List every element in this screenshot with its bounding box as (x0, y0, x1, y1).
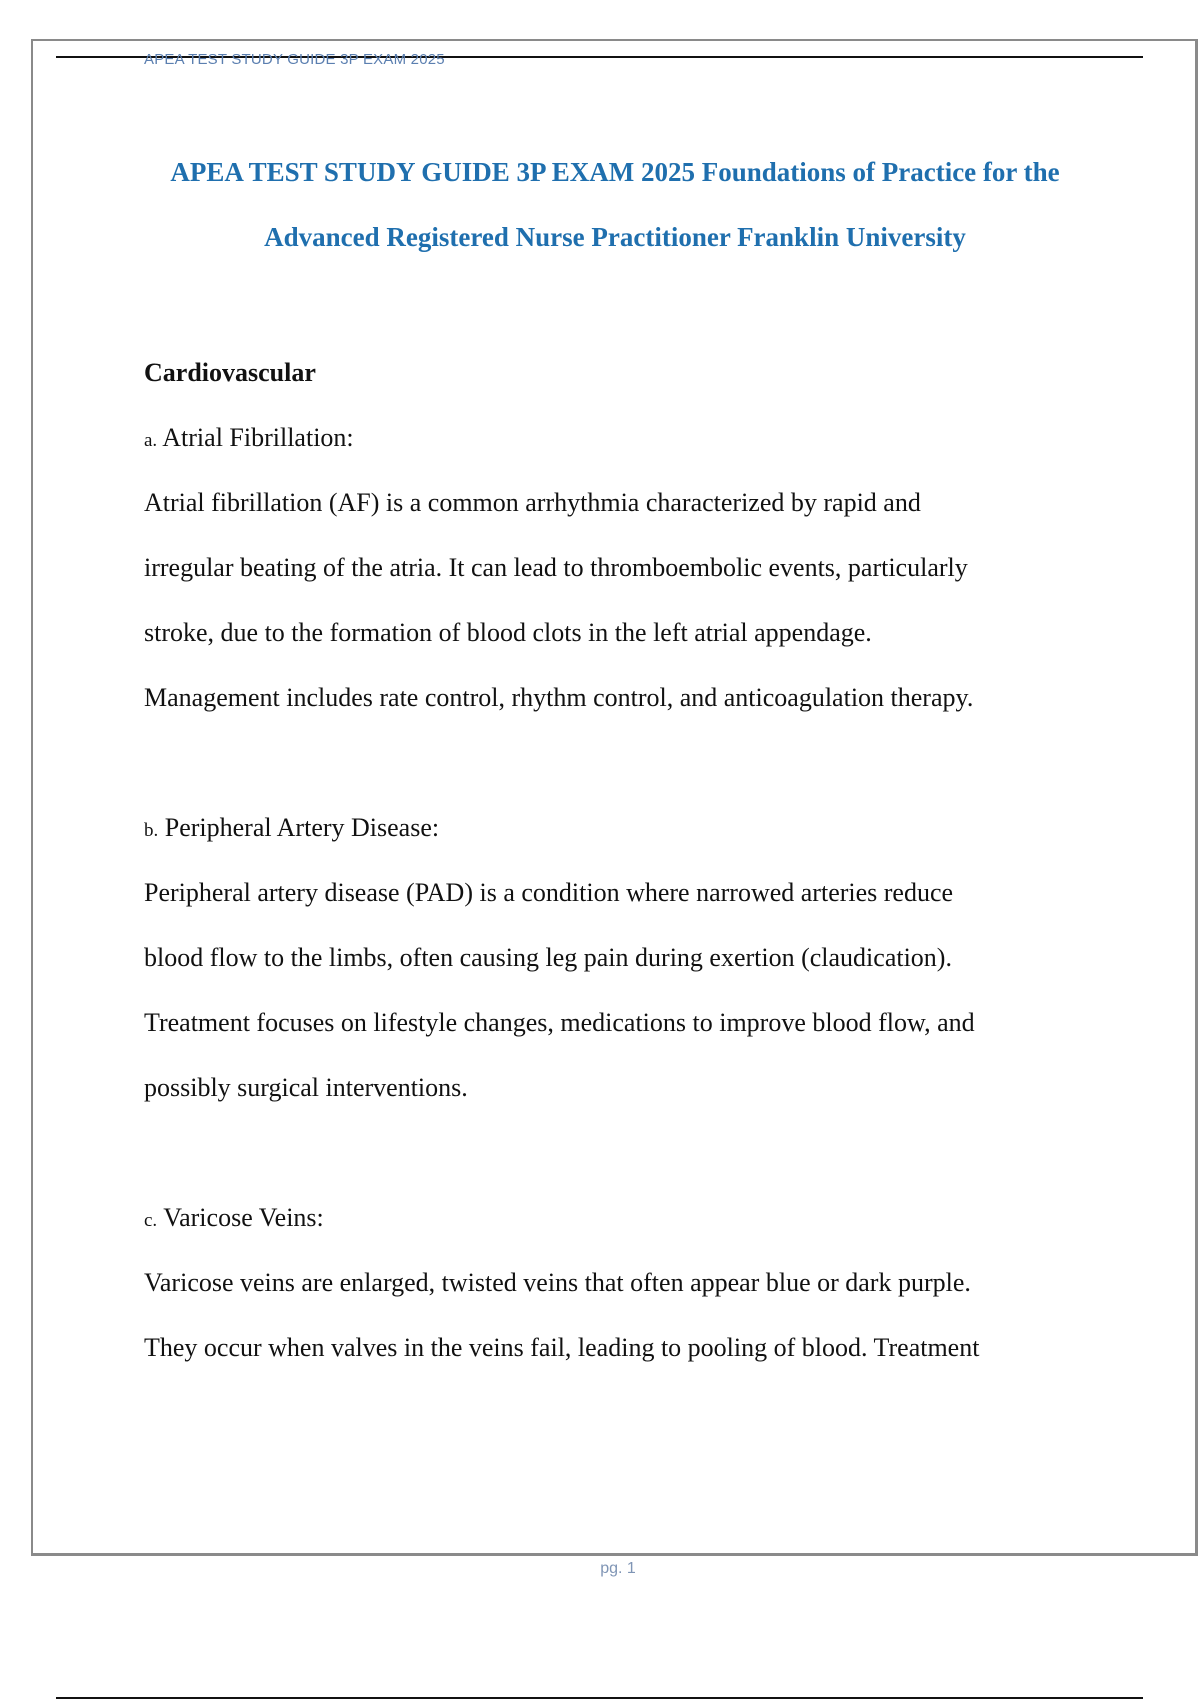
topic-peripheral-artery-disease (144, 795, 1084, 1120)
paragraph-line: Atrial fibrillation (AF) is a common arrhythmia characterized by rapid and (144, 488, 921, 517)
topic-atrial-fibrillation (144, 405, 1084, 730)
topic-title: Peripheral Artery Disease: (164, 813, 440, 842)
paragraph-line: irregular beating of the atria. It can lead to thromboembolic events, particularly (144, 553, 968, 582)
document-title-line-2: Advanced Registered Nurse Practitioner Franklin University (264, 222, 966, 252)
paragraph-line: stroke, due to the formation of blood clots in the left atrial appendage. (144, 618, 872, 647)
paragraph-line: Varicose veins are enlarged, twisted veins that often appear blue or dark purple. (144, 1268, 971, 1297)
topic-title: Atrial Fibrillation: (162, 423, 354, 452)
footer-rule (56, 1697, 1143, 1699)
topic-label (144, 795, 1084, 860)
topic-marker: c. (144, 1210, 158, 1231)
document-body (144, 340, 1084, 1380)
document-title-line-1: APEA TEST STUDY GUIDE 3P EXAM 2025 Foundations of Practice for the (170, 157, 1060, 187)
paragraph-line: Management includes rate control, rhythm control, and anticoagulation therapy. (144, 683, 974, 712)
paragraph-line: blood flow to the limbs, often causing leg pain during exertion (claudication). (144, 943, 952, 972)
paragraph-line: Peripheral artery disease (PAD) is a condition where narrowed arteries reduce (144, 878, 954, 907)
topic-title: Varicose Veins: (163, 1203, 324, 1232)
paragraph-line: possibly surgical interventions. (144, 1073, 468, 1102)
section-heading: Cardiovascular (144, 358, 316, 387)
paragraph-line: They occur when valves in the veins fail, leading to pooling of blood. Treatment (144, 1333, 980, 1362)
topic-varicose-veins (144, 1185, 1084, 1380)
topic-label (144, 1185, 1084, 1250)
topic-marker: b. (144, 820, 159, 841)
topic-marker: a. (144, 430, 158, 451)
running-header: APEA TEST STUDY GUIDE 3P EXAM 2025 (144, 51, 445, 68)
document-title (100, 140, 1130, 270)
paragraph-line: Treatment focuses on lifestyle changes, medications to improve blood flow, and (144, 1008, 975, 1037)
topic-label (144, 405, 1084, 470)
page-number: pg. 1 (600, 1560, 636, 1577)
